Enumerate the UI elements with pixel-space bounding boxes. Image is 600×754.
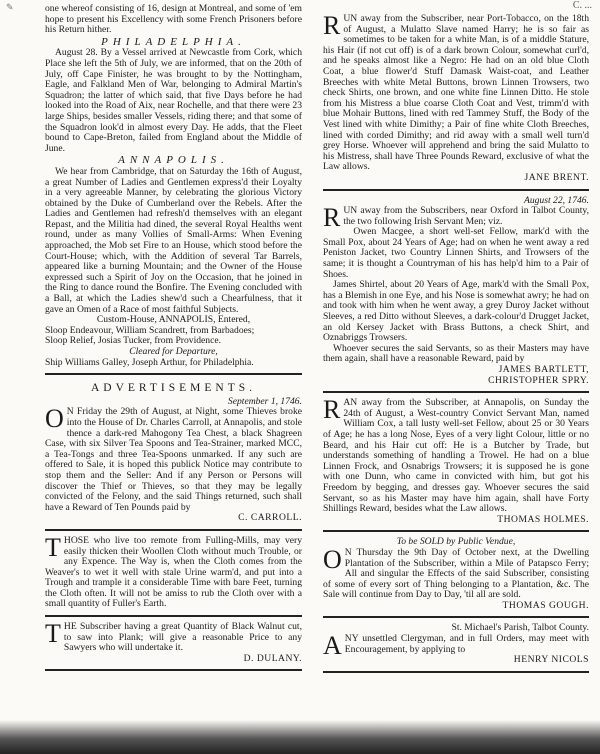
ad-walnut-dulany [45, 619, 302, 664]
right-column [323, 11, 589, 678]
drop-cap: T [45, 619, 61, 649]
drop-cap: R [323, 11, 341, 40]
ad-clergyman [323, 631, 589, 666]
ad-text: HE Subscriber having a great Quantity of Black Walnut cut, to saw into Plank; will give a reasonable Price to any Sawyers who will undertake it. [63, 621, 302, 654]
ad-signature: D. DULANY. [243, 652, 302, 664]
left-column [45, 4, 302, 676]
divider [45, 529, 302, 531]
ad-runaway-harry [323, 11, 589, 184]
divider [45, 373, 302, 375]
scan-bottom-edge [0, 720, 600, 754]
advertisements-title: ADVERTISEMENTS. [90, 382, 257, 395]
ad-text: James Shirtel, about 20 Years of Age, mark'd with the Small Pox, has a Blemish in one Eye, and his Nose is somewhat awry; he had on and took with him when he went away, a grey Duroy Jacket without Sleeves, a red Ditto without Sleeves, a dark-colour'd Drugget Jacket, an old Kersey Jacket with Brass Buttons, a check Shirt, and Oznabriggs Trowsers. [323, 279, 589, 344]
cleared-heading: Cleared for Departure, [129, 346, 218, 357]
ad-date: September 1, 1746. [227, 395, 302, 407]
ad-place: St. Michael's Parish, Talbot County. [451, 622, 589, 634]
divider [323, 530, 589, 532]
sale-heading: To be SOLD by Public Vendue, [396, 536, 516, 548]
page-corner-mark: ✎ [6, 2, 14, 12]
custom-house-entered: Custom-House, ANNAPOLIS, Entered, [96, 314, 251, 326]
ad-signature: JANE BRENT. [524, 171, 589, 183]
ad-date: August 22, 1746. [523, 194, 589, 206]
ad-fulling-cloth [45, 532, 302, 610]
heading-philadelphia: PHILADELPHIA. [101, 35, 246, 48]
ad-signature: THOMAS GOUGH. [502, 599, 589, 611]
divider [323, 391, 589, 393]
shipping-entry: Sloop Relief, Josias Tucker, from Providence. [45, 335, 222, 347]
drop-cap: O [45, 404, 64, 434]
ad-text: N Friday the 29th of August, at Night, some Thieves broke into the House of Dr. Charles Carroll, at Annapolis, and stole thence a dark-red Mahogony Tea Chest, a black Shagreen Case, with six Silver Tea Spoons and Tea-Strainer, marked MCC, a Tea-Tongs and three Tea-Spoons unmarked. If any such are offered to Sale, it is hoped this publick Notice may contribute to stop them and the Seller: And if any Person or Persons will discover the Thief or Thieves, so that they may be legally convicted of the Felony, and the said Things returned, such shall have a Reward of Ten Pounds paid by [45, 406, 302, 513]
ad-text: Owen Macgee, a short well-set Fellow, mark'd with the Small Pox, about 24 Years of Age; had on when he went away a red Peniston Jacket, two Country Linnen Shirts, and Trowsers of the same; it is thought a Countryman of his has help'd him to a Pair of Shoes. [323, 226, 589, 280]
ad-signature: C. CARROLL. [238, 512, 302, 524]
ad-public-vendue [323, 544, 589, 612]
ad-runaway-cox [323, 395, 589, 525]
corner-handwritten-mark: C. ... [572, 0, 592, 11]
divider [45, 615, 302, 617]
ad-theft-carroll [45, 404, 302, 524]
news-philadelphia: August 28. By a Vessel arrived at Newcastle from Cork, which Place she left the 5th of July, we are informed, that on the 20th of July, off Cape Finister, he was brought to by the Nottingham, Eagle, and Falkland Men of War, belonging to Admiral Martin's Squadron; the latter of which said, that five Days before he had looked into the Road of Aix, near Rochelle, and that there were 23 large Ships, besides smaller Vessels, riding there; and that some of the Squadron look'd in almost every Day. He adds, that the Fleet bound to Cape-Breton, failed from England about the Middle of June. [45, 47, 302, 154]
divider [45, 669, 302, 671]
drop-cap: T [45, 532, 61, 562]
ad-signature: CHRISTOPHER SPRY. [488, 374, 589, 386]
ad-text: N Thursday the 9th Day of October next, at the Dwelling Plantation of the Subscriber, within a Mile of Patapsco Ferry; All and singular the Effects of the said Subscriber, consisting of some of every sort of Thing belonging to a Plantation, &c. The Sale will continue from Day to Day, 'til all are sold. [323, 546, 589, 601]
shipping-entry: Ship Williams Galley, Joseph Arthur, for Philadelphia. [45, 356, 254, 368]
ad-text: UN away from the Subscribers, near Oxford in Talbot County, the two following Irish Servant Men; viz. [343, 205, 589, 227]
ad-text: HOSE who live too remote from Fulling-Mills, may very easily thicken their Woollen Cloth without much Trouble, or any Expence. The Way is, when the Cloth comes from the Weaver's to wet it well with stale Urine warm'd, and put into a Trough and trample it a considerable Time with bare Feet, turning the Cloth often. It will not be amiss to rub the Cloth over with a small quantity of Fuller's Earth. [45, 534, 302, 610]
divider [323, 189, 589, 191]
ad-text: Whoever secures the said Servants, so as their Masters may have them again, shall have a reasonable Reward, paid by [323, 342, 589, 365]
divider [323, 671, 589, 673]
ad-text: AN away from the Subscriber, at Annapolis, on Sunday the 24th of August, a West-country Convict Servant Man, named William Cox, a tall lusty well-set Fellow, about 25 or 30 Years of Age; he has a long Nose, Eyes of a very light Colour, little or no Beard, and his Hair cut off: He is a Butcher by Trade, but understands something of handling a Trowel. He had on a blue Linnen Frock, and Osnabrigs Trowsers; it is supposed he is gone with one Dunn, who came in convicted with him, but got his Freedom by begging, and dresses gay. Whoever secures the said Servant, so as his Master may have him again, shall have Forty Shillings Reward, besides what the Law allows. [323, 397, 589, 515]
ad-signature: HENRY NICOLS [513, 654, 589, 666]
ad-text: UN away from the Subscriber, near Port-Tobacco, on the 18th of August, a Mulatto Slave named Harry; he is so fair as sometimes to be taken for a white Man, is of a middle Stature, his Hair (if not cut off) is of a dark brown Colour, somewhat curl'd, and he speaks almost like a Negro: He had on an old blue Cloth Coat, a blue flower'd Stuff Damask Waist-coat, and Leather Breeches with white Metal Buttons, brown Linnen Trowsers, two check Shirts, one brown, and one white fine Linnen Ditto. He stole from his Mistress a blue coarse Cloth Coat and Vest, trimm'd with blue Mohair Buttons, lined with red Tammey Stuff, the Body of the Vest lined with white Dimithy; a Pair of fine white Cloth Breeches, lined with corded Dimithy; and rid away with a small well turn'd grey Horse. Whoever will apprehend and bring the said Mulatto to his Mistress, shall have Three Pounds Reward, exclusive of what the Law allows. [323, 13, 589, 173]
drop-cap: A [323, 631, 342, 661]
ad-signature: JAMES BARTLETT, [498, 364, 589, 375]
heading-annapolis: ANNAPOLIS. [118, 154, 229, 167]
ad-signature: THOMAS HOLMES. [497, 513, 589, 525]
drop-cap: O [323, 544, 342, 574]
news-annapolis: We hear from Cambridge, that on Saturday the 16th of August, a great Number of Ladies and Gentlemen express'd their Loyalty in a very agreeable Manner, by celebrating the glorious Victory obtained by the Duke of Cumberland over the Rebels. After the Ladies and Gentlemen had refresh'd themselves with an elegant Repast, and the Militia had dined, the several Royal Healths went round, under as many Vollies of Small-Arms: When Evening approached, the Mob set Fire to an House, which stood before the Court-House; which, with the Addition of several Tar Barrels, appeared like a burning Mountain; and the Owner of the House expressed such a Spirit of Joy on the Occasion, that he joined in the Ring to dance round the Bonfire. The Evening concluded with a Ball, at which the Ladies shew'd such a Chearfulness, that it gave an Omen of a Race of most faithful Subjects. [45, 165, 302, 315]
divider [323, 616, 589, 618]
news-continuation: one whereof consisting of 16, design at Montreal, and some of 'em hope to present his Excellency with some French Prisoners before his Return hither. [45, 3, 302, 36]
drop-cap: R [323, 395, 341, 425]
drop-cap: R [323, 203, 341, 233]
ad-runaway-irish-servants [323, 203, 589, 386]
shipping-entry: Sloop Endeavour, William Scandrett, from Barbadoes; [45, 324, 255, 336]
ad-text: NY unsettled Clergyman, and in full Orders, may meet with Encouragement, by applying to [344, 633, 589, 655]
